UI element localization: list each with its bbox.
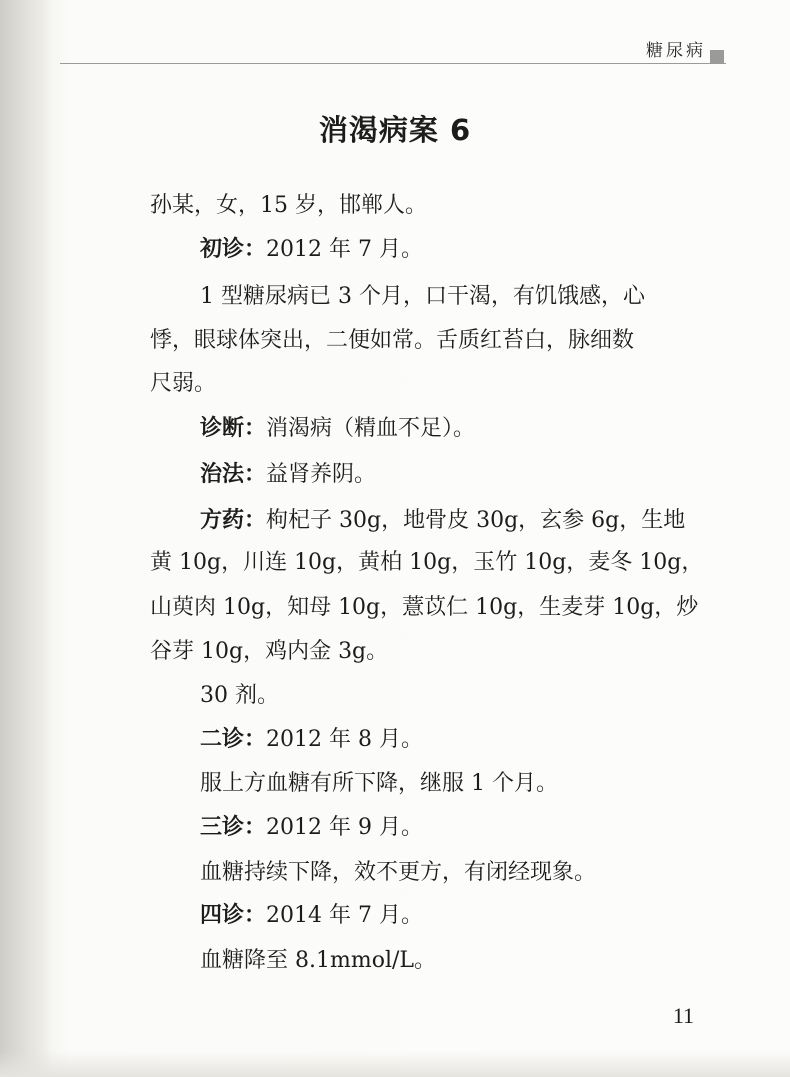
treatment [200, 459, 760, 490]
third-visit [200, 812, 760, 843]
second-visit-label: 二诊： [200, 727, 267, 752]
first-visit-label: 初诊： [200, 237, 267, 262]
header-rule [60, 63, 726, 64]
treatment-text: 益肾养阴。 [266, 462, 377, 487]
page-number: 11 [672, 1003, 694, 1028]
third-visit-label: 三诊： [200, 815, 267, 840]
complaint-line: 1 型糖尿病已 3 个月，口干渴，有饥饿感，心 [200, 284, 645, 309]
fourth-visit-note: 血糖降至 8.1mmol/L。 [200, 948, 437, 973]
diagnosis-label: 诊断： [200, 416, 267, 441]
fourth-visit [200, 900, 760, 931]
third-visit-date: 2012 年 9 月。 [266, 815, 423, 840]
prescription-line: 山萸肉 10g，知母 10g，薏苡仁 10g，生麦芽 10g，炒 [150, 595, 699, 620]
prescription-line: 黄 10g，川连 10g，黄柏 10g，玉竹 10g，麦冬 10g， [150, 550, 704, 575]
prescription-text: 枸杞子 30g，地骨皮 30g，玄参 6g，生地 [266, 508, 686, 533]
second-visit-date: 2012 年 8 月。 [266, 727, 423, 752]
diagnosis [200, 413, 760, 444]
case-title: 消渴病案 6 [318, 113, 472, 147]
doses: 30 剂。 [200, 683, 279, 708]
fourth-visit-label: 四诊： [200, 903, 267, 928]
complaint-line: 悸，眼球体突出，二便如常。舌质红苔白，脉细数 [150, 328, 635, 353]
second-visit-note: 服上方血糖有所下降，继服 1 个月。 [200, 771, 558, 796]
treatment-label: 治法： [200, 462, 267, 487]
complaint-line: 尺弱。 [150, 371, 217, 396]
running-header: 糖尿病 [646, 41, 706, 61]
diagnosis-text: 消渴病（精血不足）。 [266, 416, 476, 441]
prescription-label: 方药： [200, 508, 267, 533]
prescription [200, 505, 760, 536]
book-gutter-shadow [0, 0, 52, 1077]
patient-info: 孙某，女，15 岁，邯郸人。 [150, 193, 427, 218]
fourth-visit-date: 2014 年 7 月。 [266, 903, 423, 928]
third-visit-note: 血糖持续下降，效不更方，有闭经现象。 [200, 860, 597, 885]
first-visit-date: 2012 年 7 月。 [266, 237, 423, 262]
first-visit [200, 234, 760, 265]
prescription-line: 谷芽 10g，鸡内金 3g。 [150, 639, 389, 664]
header-marker [710, 50, 724, 64]
second-visit [200, 724, 760, 755]
page-bottom-edge [0, 1051, 790, 1077]
